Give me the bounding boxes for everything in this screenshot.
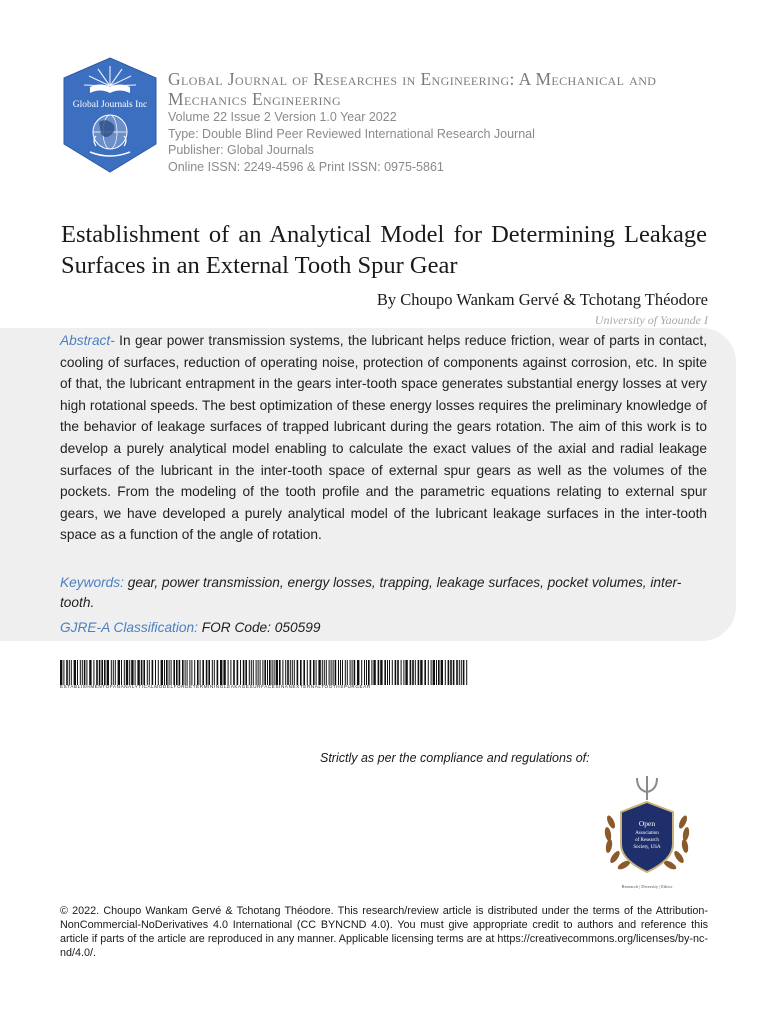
keywords-text: gear, power transmission, energy losses, trapping, leakage surfaces, pocket volumes, inter-tooth. bbox=[60, 575, 682, 610]
author-affiliation: University of Yaounde I bbox=[594, 313, 708, 327]
abstract-text: In gear power transmission systems, the lubricant helps reduce friction, wear of parts in contact, cooling of surfaces, reduction of operating noise, protection of components against corrosion, etc. In spite of that, the lubricant entrapment in the gears inter-tooth space generates substantial energy losses at very high rotational speeds. The best optimization of these energy losses requires the preliminary knowledge of the behavior of leakage surfaces of trapped lubricant during the gears rotation. The aim of this work is to develop a purely analytical model enabling to calculate the exact values of the axial and radial leakage surfaces of the lubricant in the inter-tooth space of external spur gears as well as the volumes of the pockets. From the modeling of the tooth profile and the parametric equations relating to external spur gears, we have developed a purely analytical model of the lubricant leakage surfaces in the inter-tooth space as a function of the angle of rotation. bbox=[60, 333, 707, 543]
barcode-text: ESTABLISHMENTOFANANALYTICALMODELFORDETERMININGLEAKAGESURFACESINANEXTERNALTOOTHSPURGEAR bbox=[60, 684, 371, 689]
journal-publisher: Publisher: Global Journals bbox=[168, 143, 314, 157]
paper-title: Establishment of an Analytical Model for Determining Leakage Surfaces in an External Tooth Spur Gear bbox=[61, 221, 707, 279]
journal-header bbox=[168, 69, 728, 175]
abstract-label: Abstract- bbox=[60, 333, 115, 348]
trident-icon bbox=[637, 776, 657, 800]
keywords bbox=[60, 573, 707, 612]
seal-line-society: Society, USA bbox=[633, 845, 661, 850]
seal-line-open: Open bbox=[638, 819, 656, 828]
journal-type: Type: Double Blind Peer Reviewed International Research Journal bbox=[168, 126, 535, 141]
journal-issn: Online ISSN: 2249-4596 & Print ISSN: 0975-5861 bbox=[168, 159, 444, 174]
journal-volume: Volume 22 Issue 2 Version 1.0 Year 2022 bbox=[168, 110, 397, 124]
seal-line-association: Association bbox=[635, 831, 659, 836]
paper-authors: By Choupo Wankam Gervé & Tchotang Théodore bbox=[376, 290, 708, 309]
barcode bbox=[60, 660, 468, 685]
classification-label: GJRE-A Classification: bbox=[60, 620, 198, 635]
logo-text: Global Journals Inc bbox=[72, 100, 148, 110]
journal-title: Global Journal of Researches in Engineering: A Mechanical and Mechanics Engineering bbox=[168, 69, 657, 109]
classification-code: FOR Code: 050599 bbox=[201, 620, 321, 635]
license-text: © 2022. Choupo Wankam Gervé & Tchotang Théodore. This research/review article is distributed under the terms of the Attribution-NonCommercial-NoDerivatives 4.0 International (CC BYNCND 4.0). You must give appropriate credit to authors and reference this article if parts of the article are reproduced in any manner. Applicable licensing terms are at https://creativecommons.org/licenses/by-nc-nd/4.0/. bbox=[60, 905, 708, 959]
global-journals-logo bbox=[62, 56, 158, 174]
keywords-label: Keywords: bbox=[60, 575, 124, 590]
abstract bbox=[60, 330, 707, 546]
open-association-seal bbox=[597, 770, 697, 892]
seal-motto: Research | Diversity | Ethics bbox=[621, 884, 673, 889]
seal-line-research: of Research bbox=[635, 838, 659, 843]
compliance-statement: Strictly as per the compliance and regulations of: bbox=[320, 751, 590, 765]
classification bbox=[60, 618, 707, 638]
